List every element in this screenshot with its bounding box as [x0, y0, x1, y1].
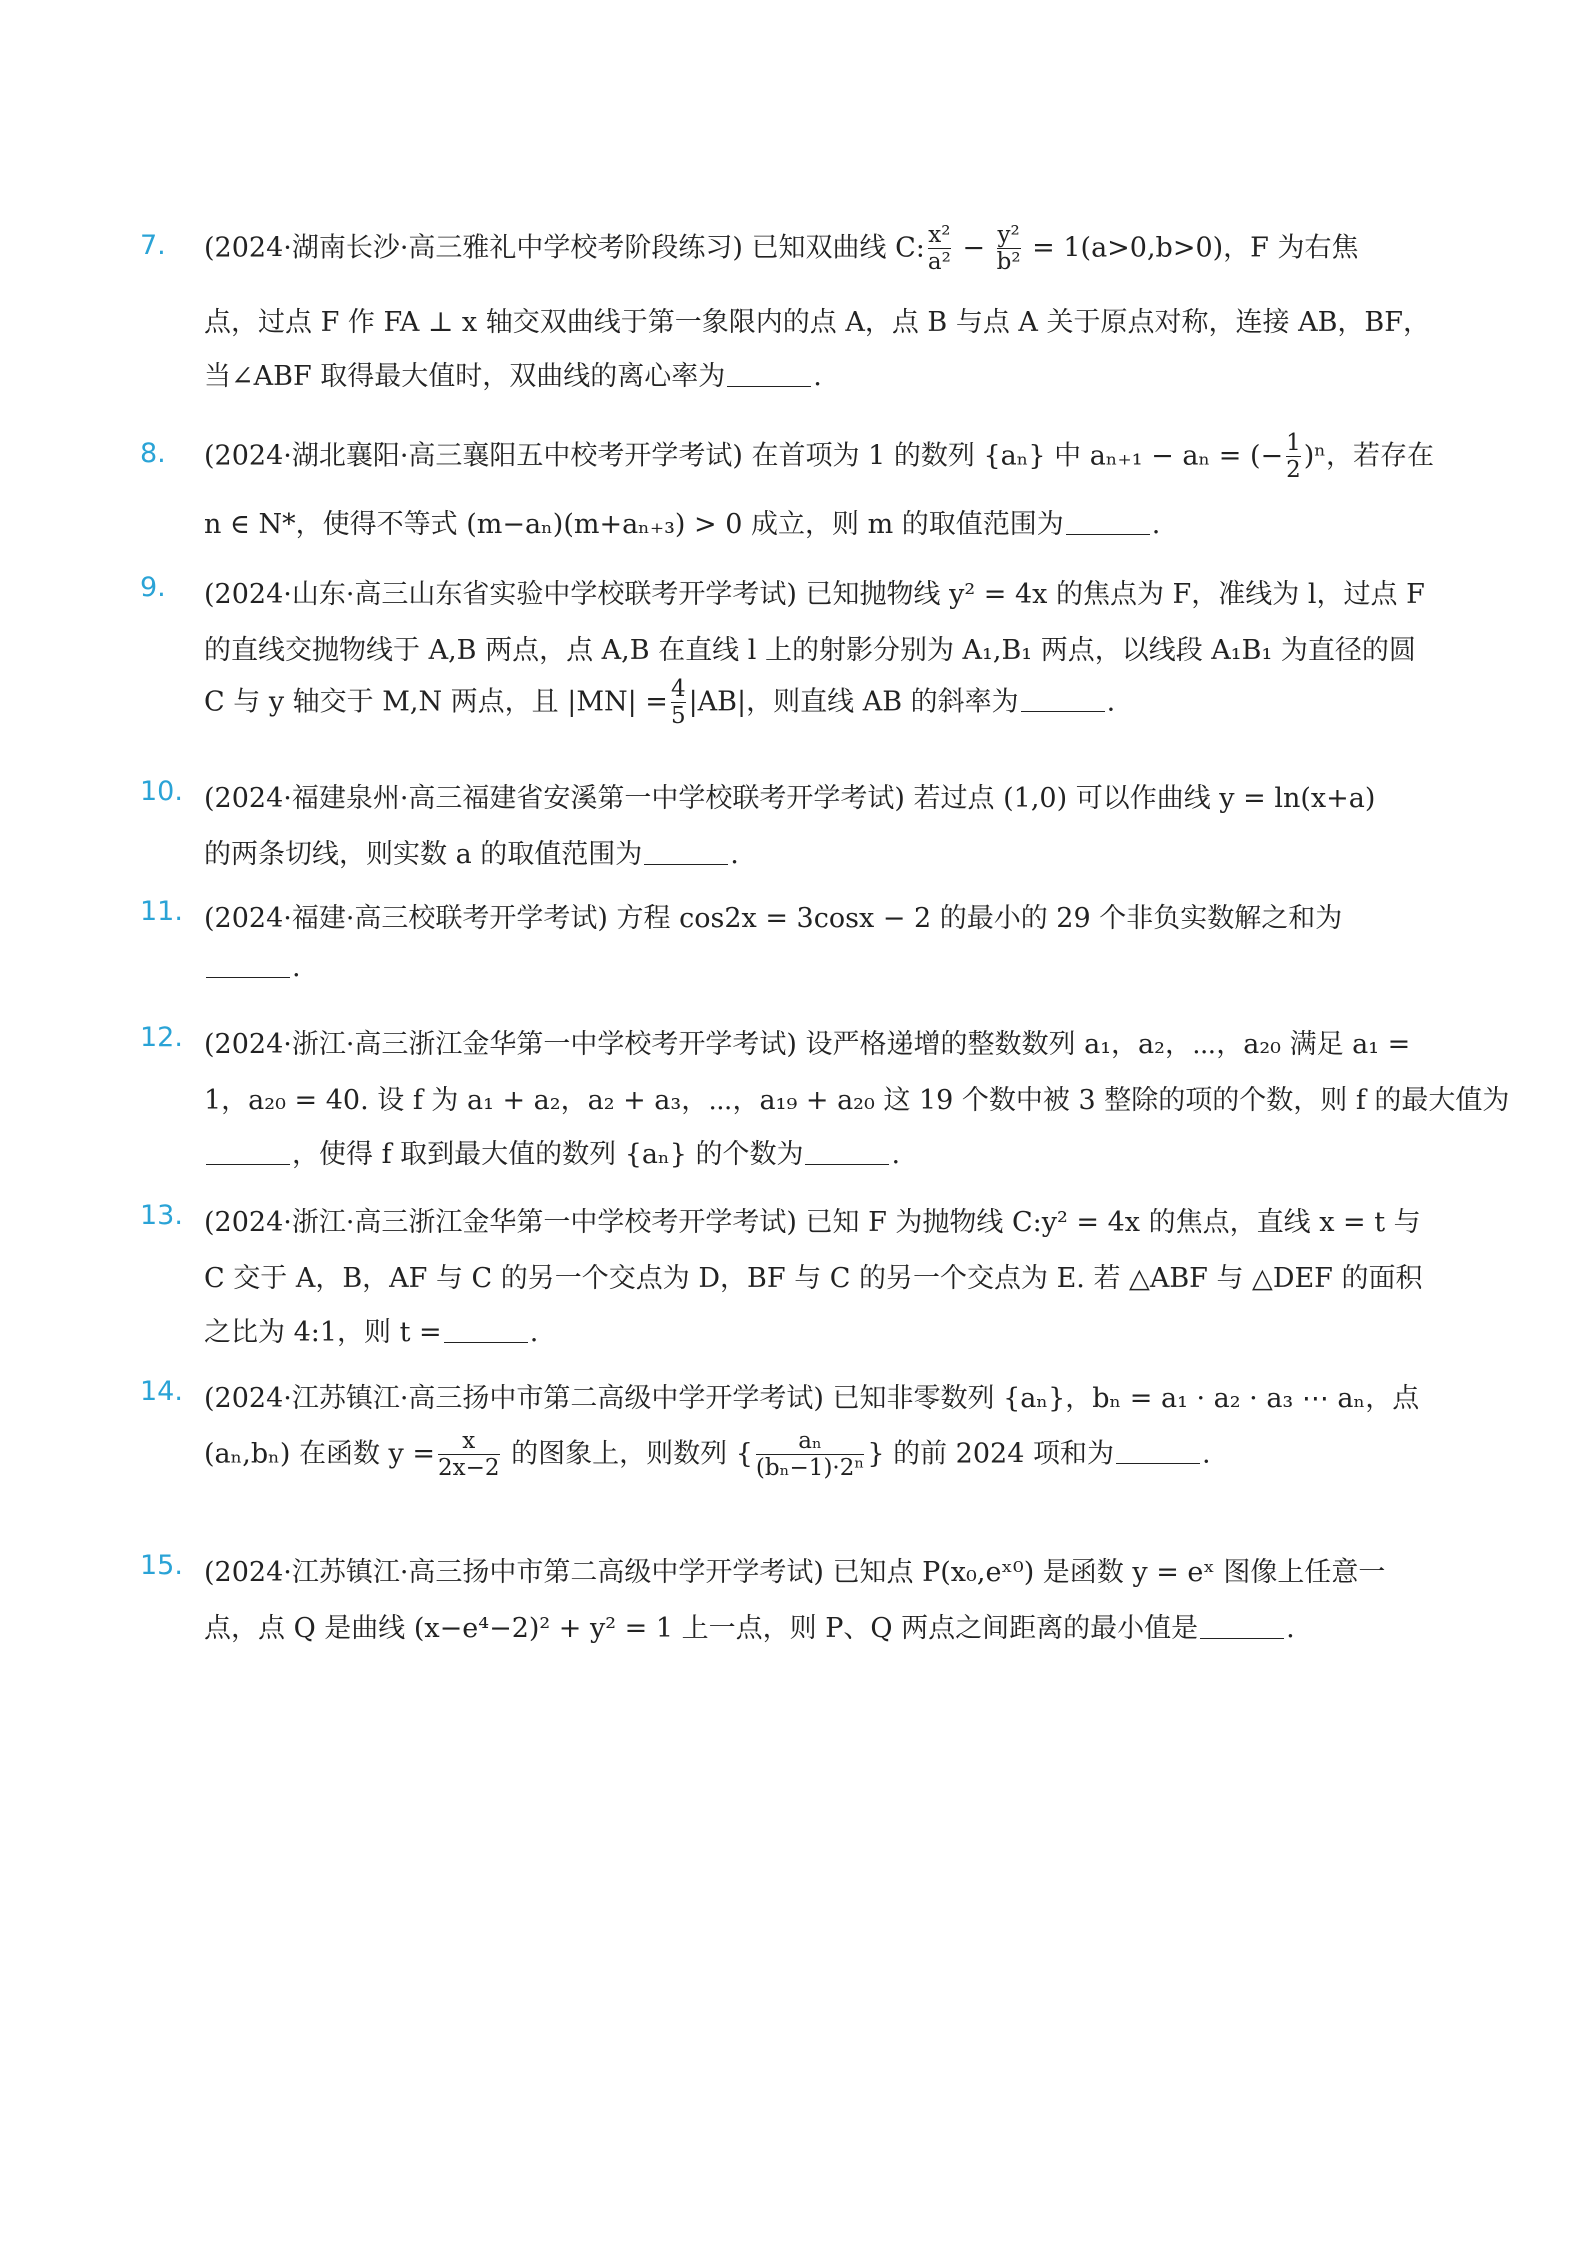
period: .: [813, 361, 822, 392]
text-segment: n ∈ N*，使得不等式 (m−aₙ)(m+aₙ₊₃) > 0 成立，则 m 的取值范围为: [204, 509, 1064, 540]
problem-number: 11.: [140, 896, 183, 927]
answer-blank[interactable]: [644, 863, 728, 865]
problem-number: 14.: [140, 1376, 183, 1407]
period: .: [529, 1317, 539, 1348]
text-segment: ，使得 f 取到最大值的数列 {aₙ} 的个数为: [292, 1139, 804, 1170]
problem-line: C 交于 A，B，AF 与 C 的另一个交点为 D，BF 与 C 的另一个交点为 E. 若 △ABF 与 △DEF 的面积: [204, 1263, 1423, 1294]
answer-blank[interactable]: [1116, 1462, 1200, 1464]
text-segment: )ⁿ，若存在: [1303, 440, 1434, 472]
problem-line: [204, 832, 739, 871]
problem-number: 8.: [140, 438, 166, 469]
fraction: $\frac{1}{2}$: [1286, 430, 1301, 484]
problem-line: [204, 1606, 1295, 1645]
problem-line: [204, 1132, 900, 1171]
problem-number: 10.: [140, 776, 183, 807]
problem-line: [204, 952, 301, 983]
period: .: [1151, 509, 1161, 540]
problem-line: 的直线交抛物线于 A,B 两点，点 A,B 在直线 l 上的射影分别为 A₁,B₁ 两点，以线段 A₁B₁ 为直径的圆: [204, 635, 1416, 666]
problem-line: (2024·浙江·高三浙江金华第一中学校考开学考试) 已知 F 为抛物线 C:y² = 4x 的焦点，直线 x = t 与: [204, 1207, 1421, 1238]
fraction: $\frac{\text{y²}}{\text{b²}}$: [996, 222, 1021, 276]
problem-line: 1，a₂₀ = 40. 设 f 为 a₁ + a₂，a₂ + a₃，⋯，a₁₉ + a₂₀ 这 19 个数中被 3 整除的项的个数，则 f 的最大值为: [204, 1085, 1510, 1116]
text-segment: −: [953, 232, 994, 264]
period: .: [1106, 686, 1116, 718]
answer-blank[interactable]: [1066, 533, 1150, 535]
problem-number: 9.: [140, 572, 166, 603]
answer-blank[interactable]: [727, 385, 811, 387]
problem-number: 12.: [140, 1022, 183, 1053]
fraction: $\frac{\text{aₙ}}{\text{(bₙ−1)·2ⁿ}}$: [755, 1428, 865, 1482]
problem-line: (2024·江苏镇江·高三扬中市第二高级中学开学考试) 已知点 P(x₀,eˣ⁰) 是函数 y = eˣ 图像上任意一: [204, 1557, 1386, 1588]
text-segment: = 1(a>0,b>0)，F 为右焦: [1023, 232, 1359, 264]
period: .: [1286, 1613, 1295, 1644]
answer-blank[interactable]: [1021, 710, 1105, 712]
answer-blank[interactable]: [444, 1341, 528, 1343]
problem-line: [204, 676, 1115, 730]
text-segment: 的图象上，则数列 {: [502, 1438, 753, 1470]
problem-line: [204, 222, 1358, 276]
period: .: [1201, 1438, 1211, 1470]
text-segment: (2024·湖南长沙·高三雅礼中学校考阶段练习) 已知双曲线 C:: [204, 232, 925, 264]
text-segment: C 与 y 轴交于 M,N 两点，且 |MN| =: [204, 686, 668, 718]
text-segment: 之比为 4:1，则 t =: [204, 1317, 442, 1348]
problem-number: 13.: [140, 1200, 183, 1231]
problem-line: (2024·福建泉州·高三福建省安溪第一中学校联考开学考试) 若过点 (1,0) 可以作曲线 y = ln(x+a): [204, 783, 1376, 814]
problem-line: [204, 430, 1434, 484]
problem-line: [204, 354, 822, 393]
answer-blank[interactable]: [206, 1163, 290, 1165]
problem-line: (2024·山东·高三山东省实验中学校联考开学考试) 已知抛物线 y² = 4x 的焦点为 F，准线为 l，过点 F: [204, 579, 1425, 610]
answer-blank[interactable]: [805, 1163, 889, 1165]
answer-blank[interactable]: [1200, 1637, 1284, 1639]
problem-line: (2024·浙江·高三浙江金华第一中学校考开学考试) 设严格递增的整数数列 a₁，a₂，⋯，a₂₀ 满足 a₁ =: [204, 1029, 1411, 1060]
text-segment: (aₙ,bₙ) 在函数 y =: [204, 1438, 436, 1470]
fraction: $\frac{\text{x²}}{\text{a²}}$: [927, 222, 951, 276]
problem-line: [204, 1428, 1211, 1482]
text-segment: 的两条切线，则实数 a 的取值范围为: [204, 839, 643, 870]
fraction: $\frac{x}{2x-2}$: [438, 1428, 500, 1482]
text-segment: 当∠ABF 取得最大值时，双曲线的离心率为: [204, 361, 726, 392]
text-segment: (2024·湖北襄阳·高三襄阳五中校考开学考试) 在首项为 1 的数列 {aₙ} 中 aₙ₊₁ − aₙ = (−: [204, 440, 1284, 472]
period: .: [891, 1139, 901, 1170]
problem-line: (2024·福建·高三校联考开学考试) 方程 cos2x = 3cosx − 2 的最小的 29 个非负实数解之和为: [204, 903, 1343, 934]
problem-number: 7.: [140, 230, 166, 261]
period: .: [292, 952, 301, 983]
fraction: $\frac{4}{5}$: [670, 676, 686, 730]
problem-line: [204, 502, 1160, 541]
period: .: [730, 839, 739, 870]
text-segment: |AB|，则直线 AB 的斜率为: [688, 686, 1019, 718]
problem-line: [204, 1310, 538, 1349]
problem-line: (2024·江苏镇江·高三扬中市第二高级中学开学考试) 已知非零数列 {aₙ}，bₙ = a₁ · a₂ · a₃ ⋯ aₙ，点: [204, 1383, 1420, 1414]
problem-line: 点，过点 F 作 FA ⊥ x 轴交双曲线于第一象限内的点 A，点 B 与点 A 关于原点对称，连接 AB，BF，: [204, 307, 1430, 338]
problem-number: 15.: [140, 1550, 183, 1581]
text-segment: } 的前 2024 项和为: [867, 1438, 1114, 1470]
answer-blank[interactable]: [206, 976, 290, 978]
text-segment: 点，点 Q 是曲线 (x−e⁴−2)² + y² = 1 上一点，则 P、Q 两点之间距离的最小值是: [204, 1613, 1199, 1644]
